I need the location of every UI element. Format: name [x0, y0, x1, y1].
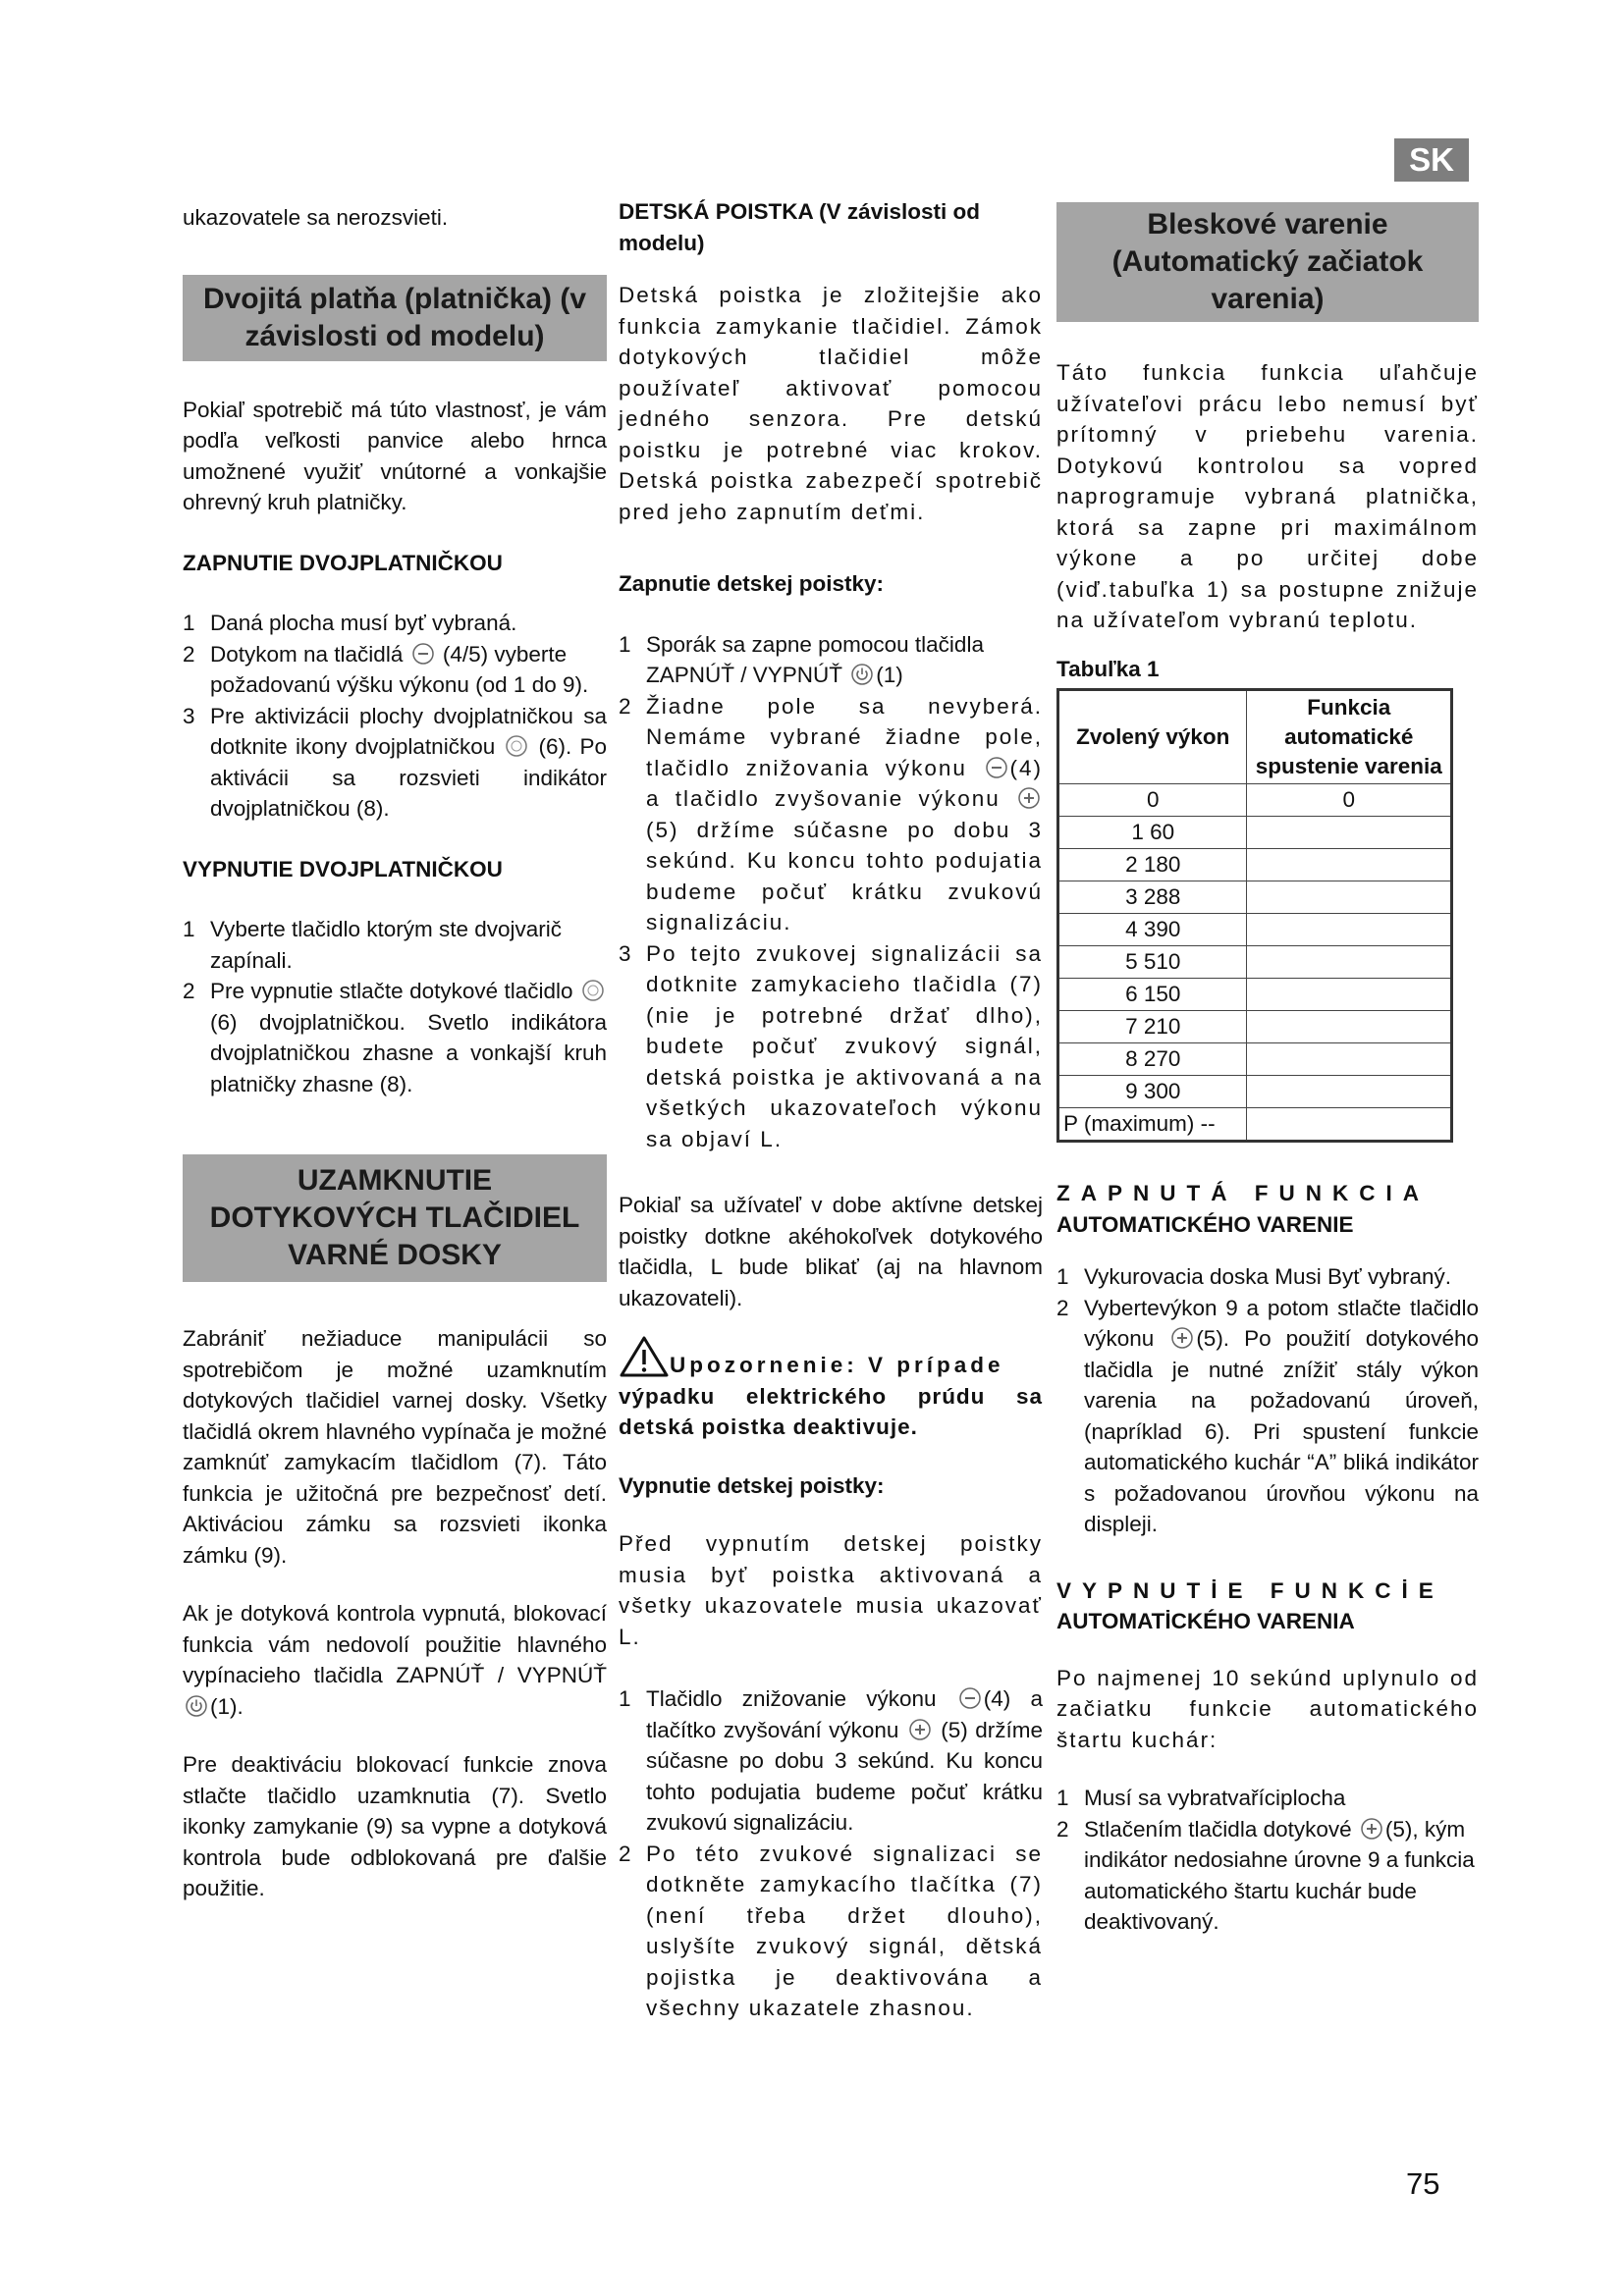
child-lock-on-title: Zapnutie detskej poistky:	[619, 571, 885, 596]
list-item: 1 Musí sa vybratvaříciplocha	[1056, 1786, 1346, 1810]
child-lock-off-paragraph: Před vypnutím detskej poistky musia byť poistka aktivovaná a všetky ukazovatele musia ukazovať L.	[619, 1531, 1043, 1649]
lock-paragraph-3: Pre deaktiváciu blokovací funkcie znova stlačte tlačidlo uzamknutia (7). Svetlo ikonky zamykanie (9) sa vypne a dotyková kontrola bude odblokovaná pre ďalšie použitie.	[183, 1752, 607, 1900]
table-cell: 7 210	[1058, 1011, 1247, 1043]
table-cell	[1247, 849, 1452, 881]
power-icon	[850, 663, 874, 686]
list-item: 2 Dotykom na tlačidlá (4/5) vyberte požadovanú výšku výkonu (od 1 do 9).	[183, 641, 589, 697]
child-lock-blink-paragraph: Pokiaľ sa užívateľ v dobe aktívne detskej poistky dotkne akéhokoľvek dotykového tlačidla, L bude blikať (aj na hlavnom ukazovateli).	[619, 1193, 1043, 1310]
table-1	[1056, 688, 1453, 1143]
table-row	[1058, 1076, 1452, 1108]
table-cell: 1 60	[1058, 817, 1247, 849]
table-cell	[1247, 914, 1452, 946]
child-lock-off-title: Vypnutie detskej poistky:	[619, 1472, 885, 1498]
minus-circle-icon	[985, 756, 1008, 779]
column-3	[1056, 202, 1479, 1938]
list-item: 2 Pre vypnutie stlačte dotykové tlačidlo (6) dvojplatničkou. Svetlo indikátora dvojplatničkou zhasne a vonkajší kruh platničky zhasne (8).	[183, 979, 607, 1096]
table-cell: 8 270	[1058, 1043, 1247, 1076]
table-header-row	[1058, 690, 1452, 784]
child-lock-on-list	[619, 629, 1043, 1155]
table-row	[1058, 946, 1452, 979]
table-header: Zvolený výkon	[1058, 690, 1247, 784]
lock-paragraph-1: Zabrániť nežiaduce manipulácii so spotrebičom je možné uzamknutím dotykových tlačidiel varnej dosky. Všetky tlačidlá okrem hlavného vypínača je možné zamknúť zamykacím tlačidlom (7). Táto funkcia je užitočná pre bezpečnosť detí. Aktiváciou zámku sa rozsvieti ikonka zámku (9).	[183, 1326, 607, 1568]
table-cell: 0	[1058, 784, 1247, 817]
double-zone-on-title: ZAPNUTIE DVOJPLATNIČKOU	[183, 550, 503, 575]
list-item: 1 Tlačidlo znižovanie výkonu (4) a tlačítko zvyšování výkonu (5) držíme súčasne po dobu 3 sekúnd. Ku koncu tohto podujatia budeme počuť krátku zvukovú signalizáciu.	[619, 1686, 1044, 1835]
list-item: 3 Po tejto zvukovej signalizácii sa dotknite zamykacieho tlačidla (7) (nie je potrebné držať dlho), budete počuť zvukový signál, detská poistka je aktivovaná a na všetkých ukazovateľoch výkonu sa objaví L.	[619, 940, 1043, 1151]
page-number: 75	[1406, 2166, 1440, 2201]
table-row	[1058, 1043, 1452, 1076]
section-title-auto-cooking: Bleskové varenie (Automatický začiatok varenia)	[1056, 202, 1479, 322]
list-item: 2 Stlačením tlačidla dotykové (5), kým indikátor nedosiahne úrovne 9 a funkcia automatického štartu kuchár bude deaktivovaný.	[1056, 1816, 1475, 1934]
list-item: 2 Vybertevýkon 9 a potom stlačte tlačidlo výkonu (5). Po použití dotykového tlačidla je nutné znížiť stály výkon varenia na požadovanú úroveň, (napríklad 6). Pri spustení funkcie automatického kuchár “A” bliká indikátor s požadovanou úrovňou výkonu na displeji.	[1056, 1295, 1479, 1536]
table-cell	[1247, 946, 1452, 979]
table-row	[1058, 1108, 1452, 1142]
double-zone-off-title: VYPNUTIE DVOJPLATNIČKOU	[183, 856, 503, 881]
table-cell	[1247, 1108, 1452, 1142]
table-cell: 2 180	[1058, 849, 1247, 881]
intro-line: ukazovatele sa nerozsvieti.	[183, 205, 449, 230]
list-item: 3 Pre aktivizácii plochy dvojplatničkou sa dotknite ikony dvojplatničkou (6). Po aktivácii sa rozsvieti indikátor dvojplatničkou (8).	[183, 703, 607, 821]
table-cell: 3 288	[1058, 881, 1247, 914]
table-cell: P (maximum) --	[1058, 1108, 1247, 1142]
column-1	[183, 196, 607, 1904]
minus-circle-icon	[958, 1686, 982, 1710]
power-icon	[185, 1694, 208, 1718]
auto-off-title-2: AUTOMATİCKÉHO VARENIA	[1056, 1609, 1355, 1633]
auto-on-list	[1056, 1261, 1479, 1540]
section-title-lock: UZAMKNUTIE DOTYKOVÝCH TLAČIDIEL VARNÉ DOSKY	[183, 1154, 607, 1282]
table-row	[1058, 979, 1452, 1011]
table-cell	[1247, 979, 1452, 1011]
list-item: 1 Sporák sa zapne pomocou tlačidla ZAPNÚŤ / VYPNÚŤ (1)	[619, 631, 984, 687]
auto-on-title-2: AUTOMATICKÉHO VARENIE	[1056, 1211, 1354, 1237]
auto-off-list	[1056, 1783, 1479, 1938]
table-label: Tabuľka 1	[1056, 656, 1160, 681]
lock-paragraph-2: Ak je dotyková kontrola vypnutá, blokovací funkcia vám nedovolí použitie hlavného vypínacieho tlačidla ZAPNÚŤ / VYPNÚŤ (1).	[183, 1601, 607, 1719]
column-2	[619, 196, 1043, 2024]
table-cell: 4 390	[1058, 914, 1247, 946]
list-item: 1 Vyberte tlačidlo ktorým ste dvojvarič zapínali.	[183, 917, 563, 973]
minus-circle-icon	[411, 642, 435, 666]
auto-on-title-1: ZAPNUTÁ FUNKCIA	[1056, 1181, 1430, 1205]
table-row	[1058, 849, 1452, 881]
language-badge: SK	[1394, 138, 1469, 182]
list-item: 2 Žiadne pole sa nevyberá. Nemáme vybrané žiadne pole, tlačidlo znižovania výkonu (4) a tlačidlo zvyšovanie výkonu (5) držíme súčasne po dobu 3 sekúnd. Ku koncu tohto podujatia budeme počuť krátku zvukovú signalizáciu.	[619, 693, 1043, 934]
table-cell: 9 300	[1058, 1076, 1247, 1108]
child-lock-paragraph: Detská poistka je zložitejšie ako funkcia zamykanie tlačidiel. Zámok dotykových tlačidiel môže používateľ aktivovať pomocou jedného senzora. Pre detskú poistku je potrebné viac krokov. Detská poistka zabezpečí spotrebič pred jeho zapnutím deťmi.	[619, 283, 1043, 524]
table-row	[1058, 914, 1452, 946]
list-item: 2 Po této zvukové signalizaci se dotkněte zamykacího tlačítka (7) (není třeba držet dlouho), uslyšíte zvukový signál, dětská pojistka je deaktivována a všechny ukazatele zhasnou.	[619, 1841, 1043, 2020]
table-row	[1058, 784, 1452, 817]
auto-off-title-1: VYPNUTİE FUNKCİE	[1056, 1577, 1444, 1603]
auto-cooking-paragraph: Táto funkcia funkcia uľahčuje užívateľovi prácu lebo nemusí byť prítomný v priebehu varenia. Dotykovú kontrolou sa vopred naprogramuje vybraná platnička, ktorá sa zapne pri maximálnom výkone a po určitej dobe (viď.tabuľka 1) sa postupne znižuje na užívateľom vybranú teplotu.	[1056, 360, 1479, 632]
table-header: Funkcia automatické spustenie varenia	[1247, 690, 1452, 784]
plus-circle-icon	[1360, 1817, 1383, 1841]
warning-line: Upozornenie: V prípade	[619, 1335, 1043, 1381]
warning-text: výpadku elektrického prúdu sa detská poistka deaktivuje.	[619, 1383, 1043, 1439]
child-lock-title: DETSKÁ POISTKA (V závislosti od modelu)	[619, 199, 980, 255]
table-row	[1058, 817, 1452, 849]
table-cell	[1247, 1076, 1452, 1108]
table-cell	[1247, 817, 1452, 849]
double-zone-on-list	[183, 608, 607, 825]
list-item: 1 Vykurovacia doska Musi Byť vybraný.	[1056, 1264, 1451, 1289]
table-row	[1058, 1011, 1452, 1043]
plus-circle-icon	[908, 1718, 932, 1741]
table-cell: 5 510	[1058, 946, 1247, 979]
auto-off-paragraph: Po najmenej 10 sekúnd uplynulo od začiatku funkcie automatického štartu kuchár:	[1056, 1665, 1479, 1752]
table-cell: 6 150	[1058, 979, 1247, 1011]
section-title-double-zone: Dvojitá platňa (platnička) (v závislosti od modelu)	[183, 275, 607, 361]
table-cell	[1247, 1011, 1452, 1043]
double-zone-icon	[581, 979, 605, 1002]
table-row	[1058, 881, 1452, 914]
table-cell	[1247, 1043, 1452, 1076]
double-zone-paragraph: Pokiaľ spotrebič má túto vlastnosť, je vám podľa veľkosti panvice alebo hrnca umožnené využiť vnútorné a vonkajšie ohrevný kruh platničky.	[183, 397, 607, 514]
plus-circle-icon	[1017, 786, 1041, 810]
plus-circle-icon	[1170, 1326, 1194, 1350]
double-zone-off-list	[183, 914, 607, 1099]
table-cell: 0	[1247, 784, 1452, 817]
warning-triangle-icon	[619, 1335, 670, 1378]
child-lock-off-list	[619, 1683, 1043, 2024]
list-item: 1 Daná plocha musí byť vybraná.	[183, 611, 517, 635]
double-zone-icon	[505, 734, 528, 758]
table-cell	[1247, 881, 1452, 914]
